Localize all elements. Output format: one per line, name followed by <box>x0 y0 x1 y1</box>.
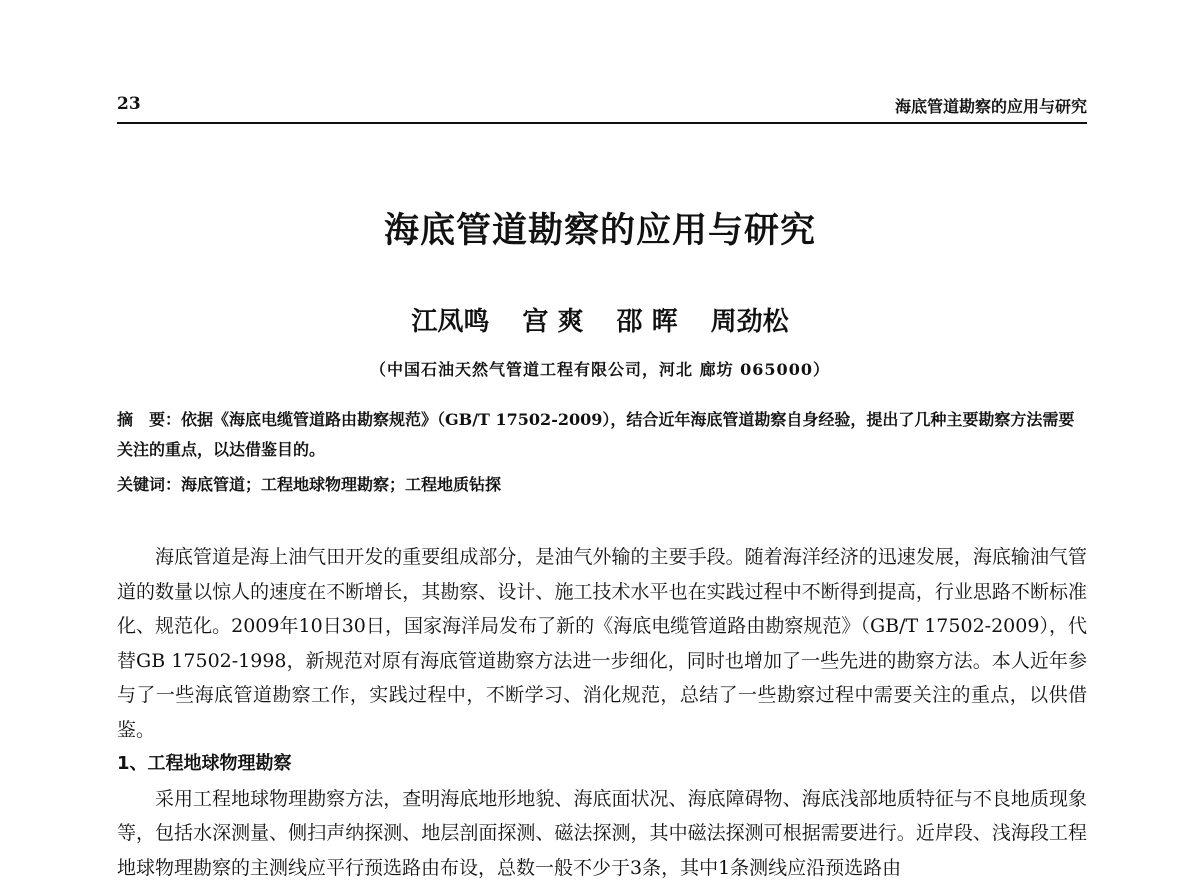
keywords <box>117 470 1087 500</box>
section-heading: 1、工程地球物理勘察 <box>117 753 292 774</box>
body-text <box>117 540 1087 882</box>
running-title: 海底管道勘察的应用与研究 <box>894 97 1087 116</box>
author-list <box>0 301 1200 338</box>
abstract-label: 摘 要： <box>117 410 182 429</box>
page-number: 23 <box>117 94 141 114</box>
keywords-label: 关键词： <box>117 475 182 494</box>
running-header <box>117 92 1087 124</box>
intro-paragraph: 海底管道是海上油气田开发的重要组成部分，是油气外输的主要手段。随着海洋经济的迅速发展，海底输油气管道的数量以惊人的速度在不断增长，其勘察、设计、施工技术水平也在实践过程中不断得到提高，行业思路不断标准化、规范化。2009年10日30日，国家海洋局发布了新的《海底电缆管道路由勘察规范》（GB/T 17502-2009），代替GB 17502-1998，新规范对原有海底管道勘察方法进一步细化，同时也增加了一些先进的勘察方法。本人近年参与了一些海底管道勘察工作，实践过程中，不断学习、消化规范，总结了一些勘察过程中需要关注的重点，以供借鉴。 <box>117 546 1087 741</box>
abstract <box>117 405 1087 465</box>
affiliation: （中国石油天然气管道工程有限公司，河北 廊坊 065000） <box>370 360 830 379</box>
section-paragraph: 采用工程地球物理勘察方法，查明海底地形地貌、海底面状况、海底障碍物、海底浅部地质特征与不良地质现象等，包括水深测量、侧扫声纳探测、地层剖面探测、磁法探测，其中磁法探测可根据需要进行。近岸段、浅海段工程地球物理勘察的主测线应平行预选路由布设，总数一般不少于3条，其中1条测线应沿预选路由 <box>117 787 1087 879</box>
author-name: 周劲松 <box>710 307 789 337</box>
keywords-text: 海底管道；工程地球物理勘察；工程地质钻探 <box>181 475 502 494</box>
abstract-text: 依据《海底电缆管道路由勘察规范》（GB/T 17502-2009），结合近年海底管道勘察自身经验，提出了几种主要勘察方法需要关注的重点，以达借鉴目的。 <box>117 410 1075 459</box>
author-name: 邵 晖 <box>616 307 678 337</box>
paper-title: 海底管道勘察的应用与研究 <box>383 211 816 251</box>
author-name: 宫 爽 <box>522 307 584 337</box>
author-name: 江凤鸣 <box>411 307 490 337</box>
